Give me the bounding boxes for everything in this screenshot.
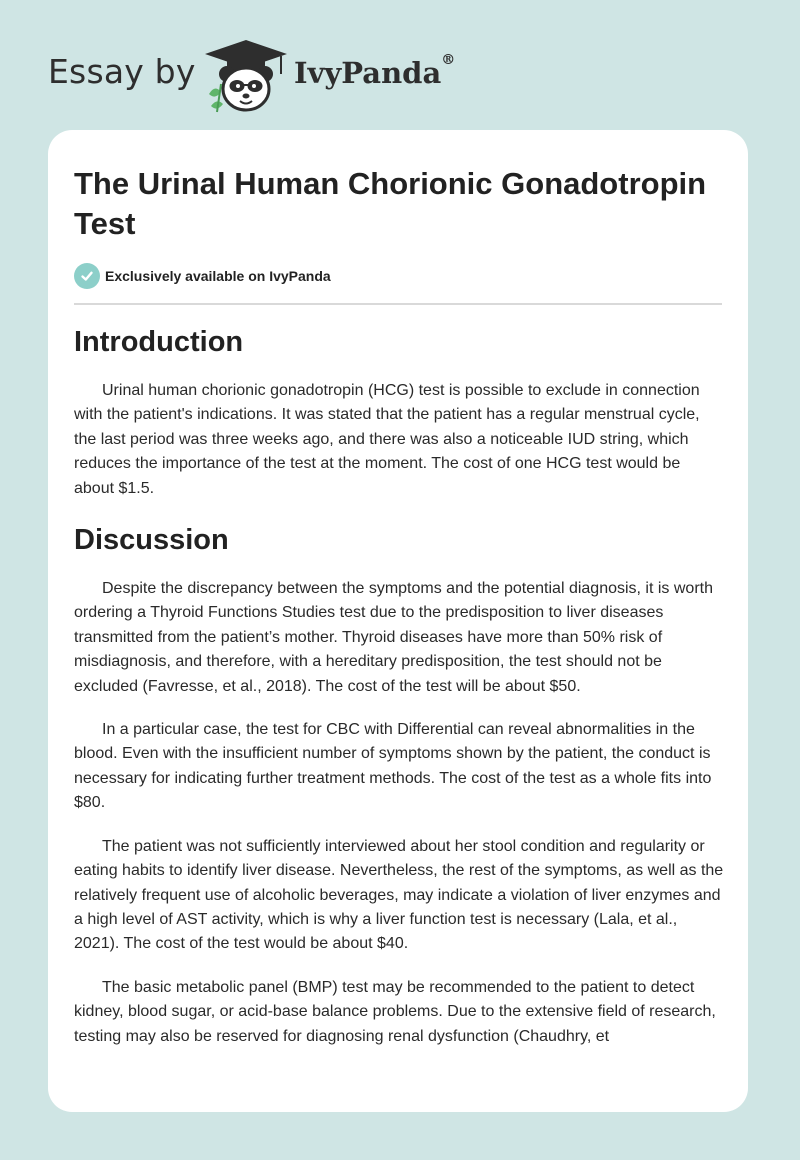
essay-by-label: Essay by [48, 52, 196, 91]
section-heading-introduction: Introduction [74, 326, 244, 358]
essay-card [48, 130, 748, 1112]
exclusive-badge-text: Exclusively available on IvyPanda [105, 268, 331, 284]
page-title: The Urinal Human Chorionic Gonadotropin Test [74, 166, 707, 241]
exclusive-badge [74, 263, 331, 289]
site-header [48, 30, 752, 110]
paragraph: Despite the discrepancy between the symptoms and the potential diagnosis, it is worth ordering a Thyroid Functions Studies test due to the predisposition to liver diseases transmitted from the patient’s mother. Thyroid diseases have more than 50% risk of misdiagnosis, and therefore, with a hereditary predisposition, the test should not be excluded (Favresse, et al., 2018). The cost of the test will be about $50. [74, 580, 713, 695]
check-icon [74, 263, 100, 289]
brand-name: IvyPanda [294, 56, 442, 90]
paragraph: The patient was not sufficiently interviewed about her stool condition and regularity or eating habits to identify liver disease. Nevertheless, the rest of the symptoms, as well as the relatively frequent use of alcoholic beverages, may indicate a violation of liver enzymes and a high level of AST activity, which is why a liver function test is necessary (Lala, et al., 2021). The cost of the test would be about $40. [74, 837, 724, 953]
paragraph: In a particular case, the test for CBC with Differential can reveal abnormalities in the blood. Even with the insufficient number of symptoms shown by the patient, the conduct is necessary for indicating further treatment methods. The cost of the test as a whole fits into $80. [74, 721, 712, 812]
paragraph: The basic metabolic panel (BMP) test may be recommended to the patient to detect kidney, blood sugar, or acid-base balance problems. Due to the extensive field of research, testing may also be reserved for diagnosing renal dysfunction (Chaudhry, et [74, 978, 716, 1045]
registered-mark: ® [441, 52, 456, 68]
paragraph: Urinal human chorionic gonadotropin (HCG) test is possible to exclude in connection with the patient's indications. It was stated that the patient has a regular menstrual cycle, the last period was three weeks ago, and there was also a noticeable IUD string, which reduces the importance of the test at the moment. The cost of one HCG test would be about $1.5. [74, 382, 700, 497]
ivypanda-wordmark[interactable] [294, 52, 456, 90]
panda-graduate-icon[interactable] [201, 36, 291, 114]
divider [74, 303, 722, 305]
section-heading-discussion: Discussion [74, 524, 229, 557]
essay-body [74, 322, 724, 1068]
